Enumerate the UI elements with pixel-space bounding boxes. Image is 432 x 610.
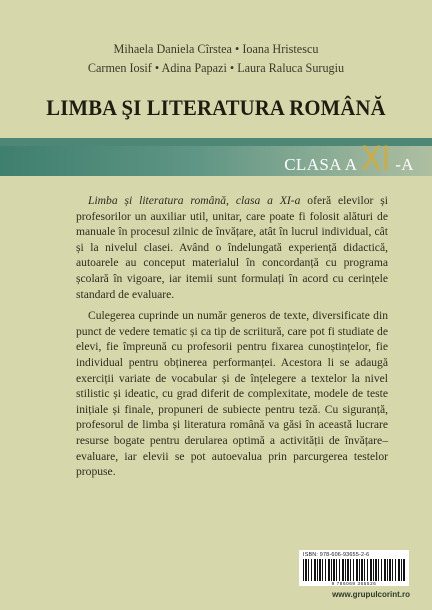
book-description bbox=[76, 193, 388, 480]
description-paragraph-1 bbox=[76, 193, 388, 302]
grade-suffix: -A bbox=[395, 155, 414, 174]
publisher-website: www.grupulcorint.ro bbox=[332, 590, 410, 599]
description-lead-italic: Limba și literatura română, clasa a XI-a bbox=[88, 194, 301, 207]
isbn-number: ISBN: 978-606-93655-2-6 bbox=[303, 552, 370, 558]
barcode-digits: 9 786069 365526 bbox=[331, 581, 377, 586]
book-title: LIMBA ŞI LITERATURA ROMÂNĂ bbox=[46, 95, 386, 120]
description-paragraph-1-text: oferă elevilor și profesorilor un auxiliar util, unitar, care poate fi folosit alături de manuale în procesul zilnic de învățare, atât în lucrul individual, cât și la nivelul clasei. Având o îndelungată experiență didactică, autoarele au conceput materialul în concordanță cu programa școlară în vigoare, iar itemii sunt formulați în acord cu cerințele standard de evaluare. bbox=[76, 194, 388, 301]
description-paragraph-2: Culegerea cuprinde un număr generos de texte, diversificate din punct de vedere tematic și ca tip de scriitură, care pot fi studiate de elevi, fie împreună cu profesorii pentru fixarea cunoștințelor, fie individual pentru obținerea performanței. Acestora li se adaugă exerciții variate de vocabular și de înțelegere a textelor la nivel stilistic și ideatic, cu grad diferit de complexitate, modele de teste inițiale și finale, propuneri de subiecte pentru teză. Cu siguranță, profesorul de limba și literatura română va găsi în această lucrare resurse bogate pentru derularea optimă a activității de învățare–evaluare, iar elevii se pot autoevalua prin parcurgerea testelor propuse. bbox=[76, 309, 388, 479]
authors-line-2: Carmen Iosif • Adina Papazi • Laura Raluca Surugiu bbox=[87, 60, 345, 75]
grade-roman-numeral: XI bbox=[361, 139, 391, 178]
barcode-icon bbox=[303, 559, 405, 581]
grade-label bbox=[284, 141, 414, 181]
isbn-barcode bbox=[299, 550, 409, 586]
author-list bbox=[0, 40, 432, 77]
authors-line-1: Mihaela Daniela Cîrstea • Ioana Hristescu bbox=[113, 42, 319, 56]
grade-prefix: CLASA A bbox=[284, 155, 358, 174]
